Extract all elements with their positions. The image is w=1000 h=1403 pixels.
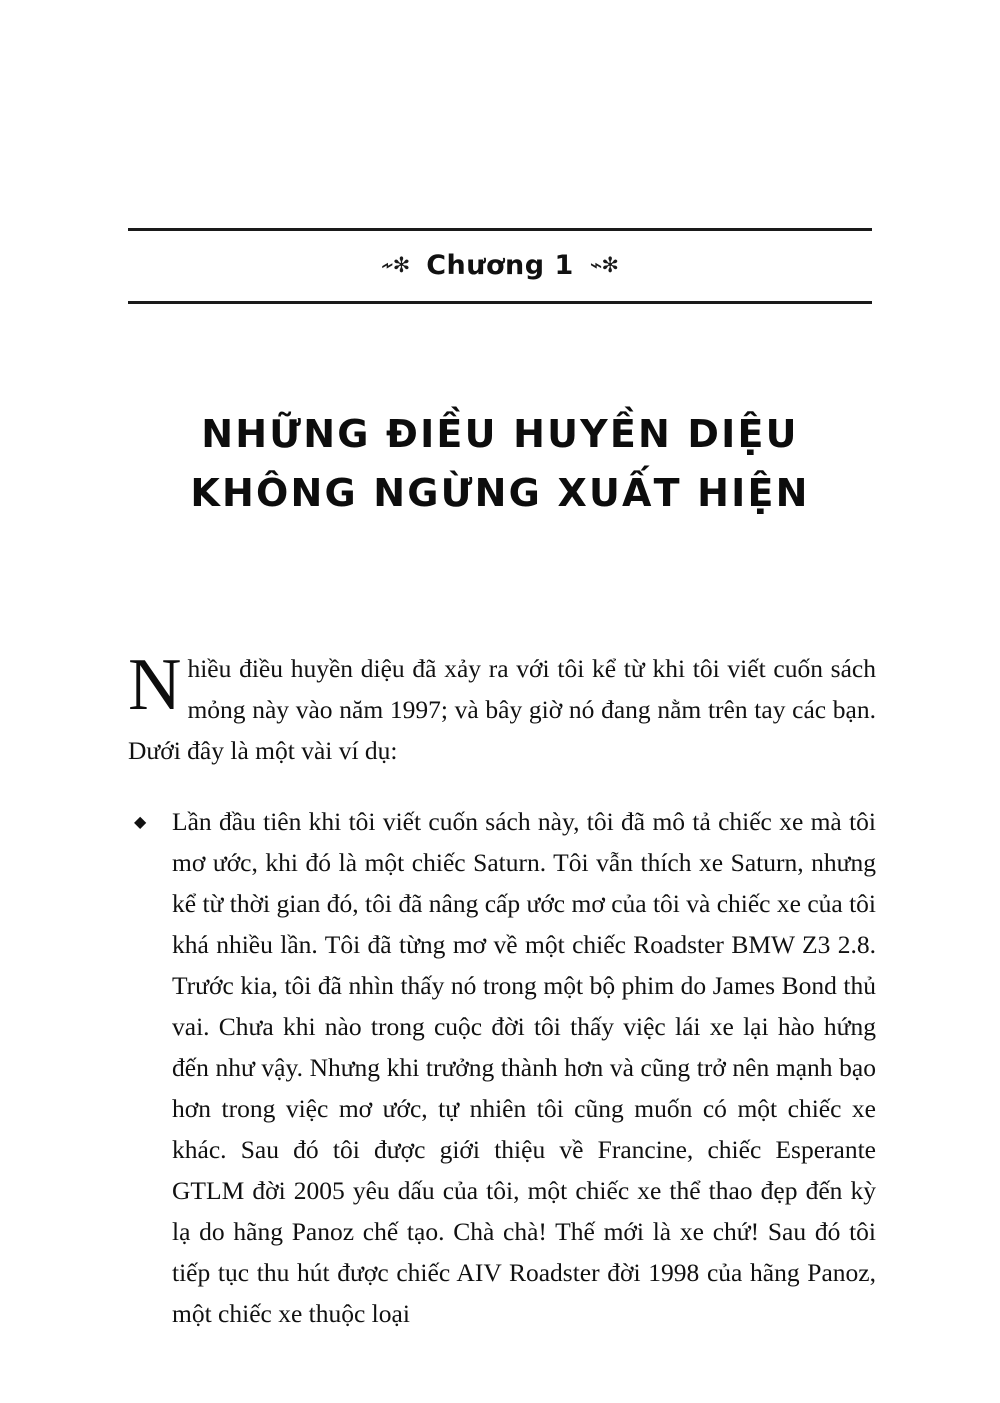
drop-cap: N [128,644,182,726]
diamond-bullet-icon: ◆ [134,814,147,831]
body-content [128,644,876,1334]
list-item-text: Lần đầu tiên khi tôi viết cuốn sách này, tôi đã mô tả chiếc xe mà tôi mơ ước, khi đó là một chiếc Saturn. Tôi vẫn thích xe Saturn, nhưng kể từ thời gian đó, tôi đã nâng cấp ước mơ của tôi và chiếc xe của tôi khá nhiều lần. Tôi đã từng mơ về một chiếc Roadster BMW Z3 2.8. Trước kia, tôi đã nhìn thấy nó trong một bộ phim do James Bond thủ vai. Chưa khi nào trong cuộc đời tôi thấy việc lái xe lại hào hứng đến như vậy. Nhưng khi trưởng thành hơn và cũng trở nên mạnh bạo hơn trong việc mơ ước, tự nhiên tôi cũng muốn có một chiếc xe khác. Sau đó tôi được giới thiệu về Francine, chiếc Esperante GTLM đời 2005 yêu dấu của tôi, một chiếc xe thể thao đẹp đến kỳ lạ do hãng Panoz chế tạo. Chà chà! Thế mới là xe chứ! Sau đó tôi tiếp tục thu hút được chiếc AIV Roadster đời 1998 của hãng Panoz, một chiếc xe thuộc loại [172,807,876,1328]
flourish-ornament-icon: ✻⌁ [381,252,411,277]
lead-paragraph-text: hiều điều huyền diệu đã xảy ra với tôi kể từ khi tôi viết cuốn sách mỏng này vào năm 1997; và bây giờ nó đang nằm trên tay các bạn. Dưới đây là một vài ví dụ: [128,654,876,765]
page-title-line-1: NHỮNG ĐIỀU HUYỀN DIỆU [201,412,799,456]
chapter-header [128,228,872,304]
list-item [128,801,876,1334]
bullet-list [128,801,876,1334]
flourish-ornament-icon: ⌁✻ [589,252,619,277]
chapter-number-label: Chương 1 [426,249,574,281]
chapter-header-inner [382,250,618,281]
page-title-line-2: KHÔNG NGỪNG XUẤT HIỆN [190,470,810,515]
page-title [128,405,872,523]
lead-paragraph [128,644,876,771]
